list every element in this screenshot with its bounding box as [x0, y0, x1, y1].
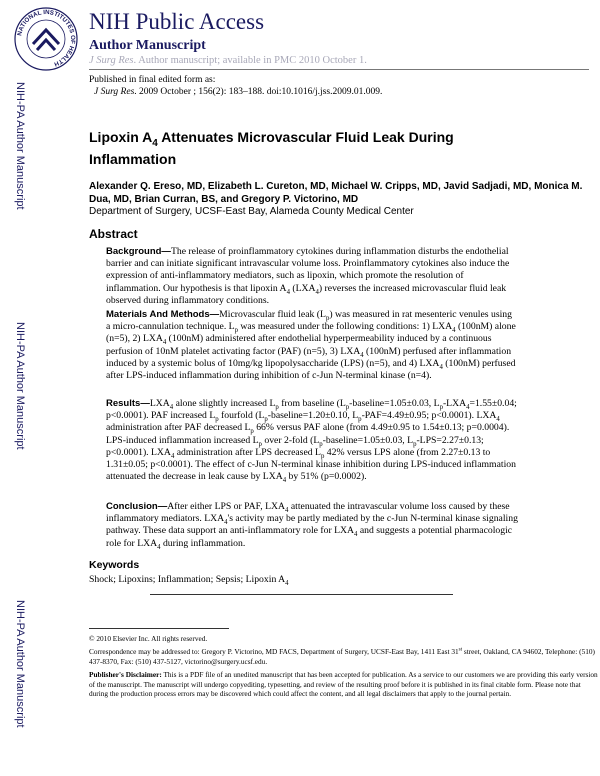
footnote-divider — [89, 628, 229, 629]
abstract-results: $Results—LXA_4$ alone slightly increased $L_p$ from baseline ($L_p-baseline=1.05\pm 0.03$, $L_p-LXA_4=1.55\pm 0.04$; p<0.0001). PAF increased $L_p$ fourfold ($L_p-baseline=1.20\pm 0.10$, $L_p-PAF=4.49\pm 0.95$; p<0.0001). $LXA_4$ administration after PAF decreased $L_p$ 66% versus PAF alone (from 4.49±0.95 to 1.54±0.13; p=0.0004). LPS-induced inflammation increased $L_p$ over 2-fold ($L_p-baseline=1.05\pm 0.03$, $L_p-LPS=2.27\pm 0.13$; p<0.0001). $LXA_4$ administration after LPS decreased $L_p$ 42% versus LPS alone (from 2.27±0.13 to 1.31±0.05; p<0.0001). The effect of c-Jun N-terminal kinase inhibition during LPS-induced inflammation attenuated the decrease in leak cause by $LXA_4$ by 51% (p=0.0002). — [106, 398, 517, 485]
header-divider — [89, 69, 589, 70]
abstract-background: Background—The release of proinflammatory cytokines during inflammation disturbs the endothelial barrier and can initiate significant intravascular volume loss. Proinflammatory cytokines also induce the expression of anti-inflammatory mediators, such as lipoxin, which promote the resolution of inflammation. Our hypothesis is that lipoxin $A_4$ $(LXA_4)$ reverses the increased microvascular fluid leak observed during inflammatory conditions. — [106, 246, 510, 306]
side-label-column — [0, 70, 90, 776]
side-label-bottom: NIH-PA Author Manuscript — [14, 600, 26, 728]
author-manuscript-label: Author Manuscript — [89, 38, 206, 53]
nih-public-access-title: NIH Public Access — [89, 9, 265, 34]
citation-details: . 2009 October ; 156(2): 183–188. doi:10.1016/j.jss.2009.01.009. — [134, 87, 383, 97]
side-label-middle: NIH-PA Author Manuscript — [14, 322, 26, 450]
seal-text: NATIONAL INSTITUTES OF HEALTH — [16, 8, 77, 68]
correspondence-note: Correspondence may be addressed to: Gregory P. Victorino, MD FACS, Department of Surgery, UCSF-East Bay, 1411 East 31st street, Oakland, CA 94602, Telephone: (510) 437-8370, Fax: (510) 437-5127, victorino@surgery.ucsf.edu. — [89, 646, 595, 666]
abstract-conclusion: Conclusion—After either LPS or PAF, $LXA_4$ attenuated the intravascular volume loss caused by these inflammatory mediators. $LXA_4's$ activity may be partly mediated by the c-Jun N-terminal kinase signaling pathway. These data support an anti-inflammatory role for $LXA_4$ and suggests a potential pharmacologic role for $LXA_4$ during inflammation. — [106, 501, 518, 551]
journal-availability-line — [89, 55, 367, 66]
keywords-heading: Keywords — [89, 559, 140, 571]
abstract-methods: Materials And Methods—Microvascular fluid leak $(L_p)$ was measured in rat mesenteric venules using a micro-cannulation technique. $L_p$ was measured under the following conditions: 1) $LXA_4$ (100nM) alone (n=5), 2) $LXA_4$ (100nM) administered after endothelial hyperpermeability induced by a continuous perfusion of 10nM platelet activating factor (PAF) (n=5), 3) $LXA_4$ (100nM) perfused after inflammation induced by a systemic bolus of 10mg/kg lipopolysaccharide (LPS) (n=5), and 4) $LXA_4$ (100nM) perfused after LPS-induced inflammation during inhibition of c-Jun N-terminal kinase (n=4). — [106, 309, 516, 382]
journal-abbrev: J Surg Res — [89, 55, 134, 66]
copyright-note: © 2010 Elsevier Inc. All rights reserved. — [89, 634, 208, 643]
author-list: Alexander Q. Ereso, MD, Elizabeth L. Cureton, MD, Michael W. Cripps, MD, Javid Sadjadi, MD, Monica M. Dua, MD, Brian Curran, BS, and Gregory P. Victorino, MD — [89, 181, 583, 205]
publisher-disclaimer: Publisher's Disclaimer: This is a PDF file of an unedited manuscript that has been accepted for publication. As a service to our customers we are providing this early version of the manuscript. The manuscript will undergo copyediting, typesetting, and review of the resulting proof before it is published in its final citable form. Please note that during the production process errors may be discovered which could affect the content, and all legal disclaimers that apply to the journal pertain. — [89, 670, 598, 699]
side-label-top: NIH-PA Author Manuscript — [14, 82, 26, 210]
affiliation: Department of Surgery, UCSF-East Bay, Alameda County Medical Center — [89, 206, 414, 217]
availability-text: . Author manuscript; available in PMC 2010 October 1. — [133, 55, 367, 66]
article-title: Lipoxin $A_4$ Attenuates Microvascular Fluid Leak During Inflammation — [89, 129, 454, 167]
keywords-list: Shock; Lipoxins; Inflammation; Sepsis; Lipoxin $A_4$ — [89, 574, 289, 587]
footnotes — [89, 634, 600, 702]
publication-info — [89, 74, 382, 98]
citation-line — [89, 86, 382, 98]
keywords-divider — [150, 594, 453, 595]
published-label: Published in final edited form as: — [89, 75, 216, 85]
abstract-heading: Abstract — [89, 227, 138, 241]
citation-journal: J Surg Res — [94, 87, 135, 97]
nih-seal-logo — [13, 6, 79, 72]
